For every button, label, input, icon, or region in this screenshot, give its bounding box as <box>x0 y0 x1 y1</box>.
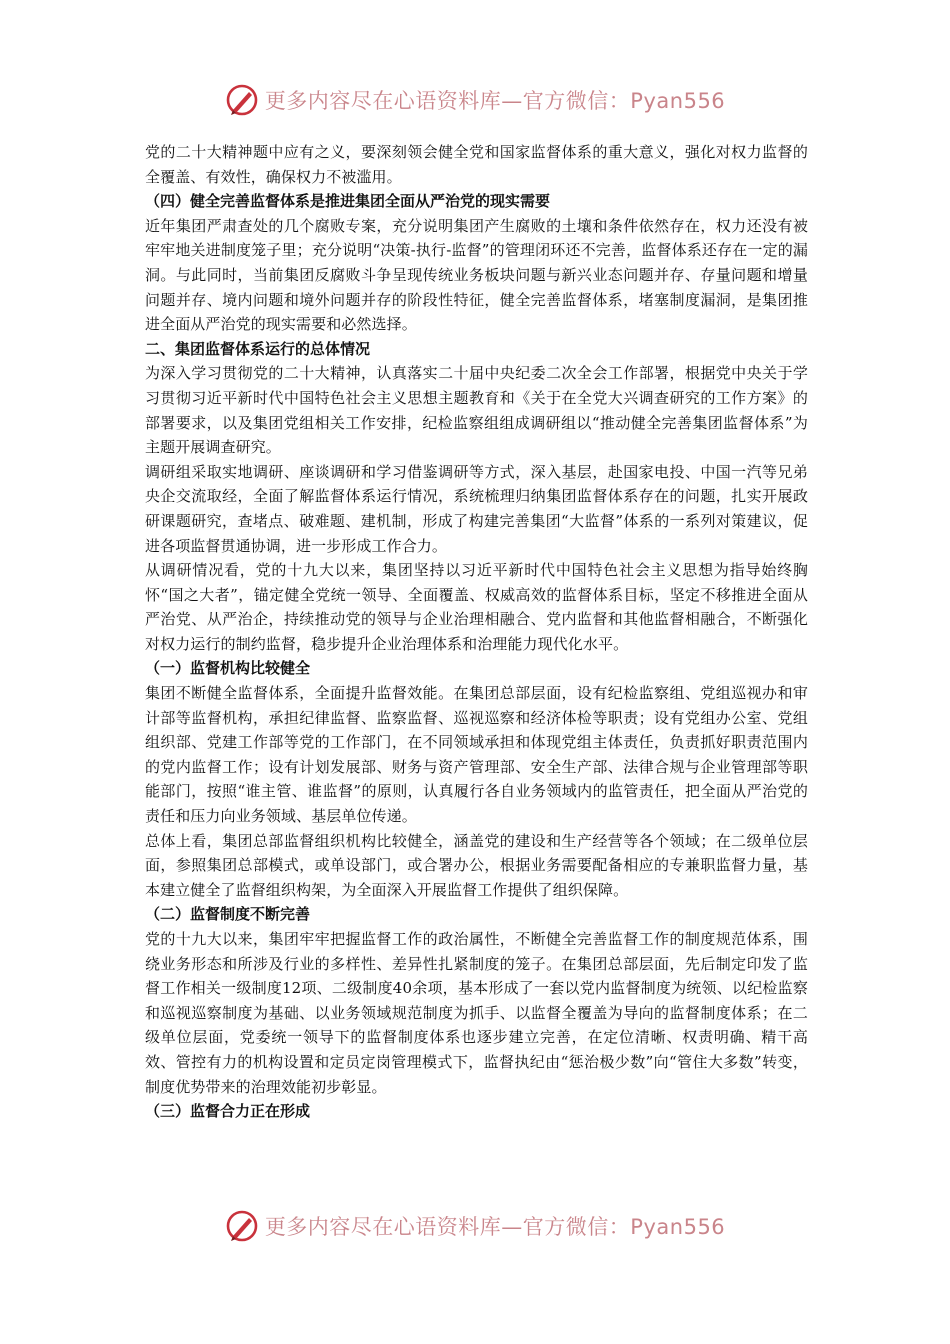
paragraph: 为深入学习贯彻党的二十大精神，认真落实二十届中央纪委二次全会工作部署，根据党中央关于学习贯彻习近平新时代中国特色社会主义思想主题教育和《关于在全党大兴调查研究的工作方案》的部署要求，以及集团党组相关工作安排，纪检监察组组成调研组以“推动健全完善集团监督体系”为主题开展调查研究。 <box>145 364 808 457</box>
paragraph: 调研组采取实地调研、座谈调研和学习借鉴调研等方式，深入基层，赴国家电投、中国一汽等兄弟央企交流取经，全面了解监督体系运行情况，系统梳理归纳集团监督体系存在的问题，扎实开展政研课题研究，查堵点、破难题、建机制，形成了构建完善集团“大监督”体系的一系列对策建议，促进各项监督贯通协调，进一步形成工作合力。 <box>145 462 808 555</box>
footer-banner <box>0 1206 950 1246</box>
paragraph: 近年集团严肃查处的几个腐败专案，充分说明集团产生腐败的土壤和条件依然存在，权力还没有被牢牢地关进制度笼子里；充分说明“决策-执行-监督”的管理闭环还不完善，监督体系还存在一定的漏洞。与此同时，当前集团反腐败斗争呈现传统业务板块问题与新兴业态问题并存、存量问题和增量问题并存、境内问题和境外问题并存的阶段性特征，健全完善监督体系，堵塞制度漏洞，是集团推进全面从严治党的现实需要和必然选择。 <box>145 216 808 334</box>
paragraph: 党的十九大以来，集团牢牢把握监督工作的政治属性，不断健全完善监督工作的制度规范体系，围绕业务形态和所涉及行业的多样性、差异性扎紧制度的笼子。在集团总部层面，先后制定印发了监督工作相关一级制度12项、二级制度40余项，基本形成了一套以党内监督制度为统领、以纪检监察和巡视巡察制度为基础、以业务领域规范制度为抓手、以监督全覆盖为导向的监督制度体系；在二级单位层面，党委统一领导下的监督制度体系也逐步建立完善，在定位清晰、权责明确、精干高效、管控有力的机构设置和定员定岗管理模式下，监督执纪由“惩治极少数”向“管住大多数”转变，制度优势带来的治理效能初步彰显。 <box>145 930 808 1096</box>
header-banner-text: 更多内容尽在心语资料库—官方微信：Pyan556 <box>264 89 726 113</box>
paragraph: 从调研情况看，党的十九大以来，集团坚持以习近平新时代中国特色社会主义思想为指导始终胸怀“国之大者”，锚定健全党统一领导、全面覆盖、权威高效的监督体系目标，坚定不移推进全面从严治党、从严治企，持续推动党的领导与企业治理相融合、党内监督和其他监督相融合，不断强化对权力运行的制约监督，稳步提升企业治理体系和治理能力现代化水平。 <box>145 561 808 653</box>
section-heading: （三）监督合力正在形成 <box>145 1102 311 1121</box>
section-heading: 二、集团监督体系运行的总体情况 <box>145 339 371 358</box>
section-heading: （四）健全完善监督体系是推进集团全面从严治党的现实需要 <box>145 192 551 211</box>
document-body <box>145 140 808 1124</box>
paragraph: 集团不断健全监督体系，全面提升监督效能。在集团总部层面，设有纪检监察组、党组巡视办和审计部等监督机构，承担纪律监督、监察监督、巡视巡察和经济体检等职责；设有党组办公室、党组组织部、党建工作部等党的工作部门，在不同领域承担和体现党组主体责任，负责抓好职责范围内的党内监督工作；设有计划发展部、财务与资产管理部、安全生产部、法律合规与企业管理部等职能部门，按照“谁主管、谁监督”的原则，认真履行各自业务领域内的监管责任，把全面从严治党的责任和压力向业务领域、基层单位传递。 <box>145 684 808 826</box>
section-heading: （一）监督机构比较健全 <box>145 659 311 678</box>
paragraph: 总体上看，集团总部监督组织机构比较健全，涵盖党的建设和生产经营等各个领域；在二级单位层面，参照集团总部模式，或单设部门，或合署办公，根据业务需要配备相应的专兼职监督力量，基本建立健全了监督组织构架，为全面深入开展监督工作提供了组织保障。 <box>145 831 808 899</box>
pen-logo-icon <box>225 83 259 117</box>
section-heading: （二）监督制度不断完善 <box>145 905 311 924</box>
footer-banner-text: 更多内容尽在心语资料库—官方微信：Pyan556 <box>264 1215 726 1239</box>
pen-logo-icon <box>225 1209 259 1243</box>
header-banner <box>0 80 950 120</box>
paragraph: 党的二十大精神题中应有之义，要深刻领会健全党和国家监督体系的重大意义，强化对权力监督的全覆盖、有效性，确保权力不被滥用。 <box>145 143 808 186</box>
